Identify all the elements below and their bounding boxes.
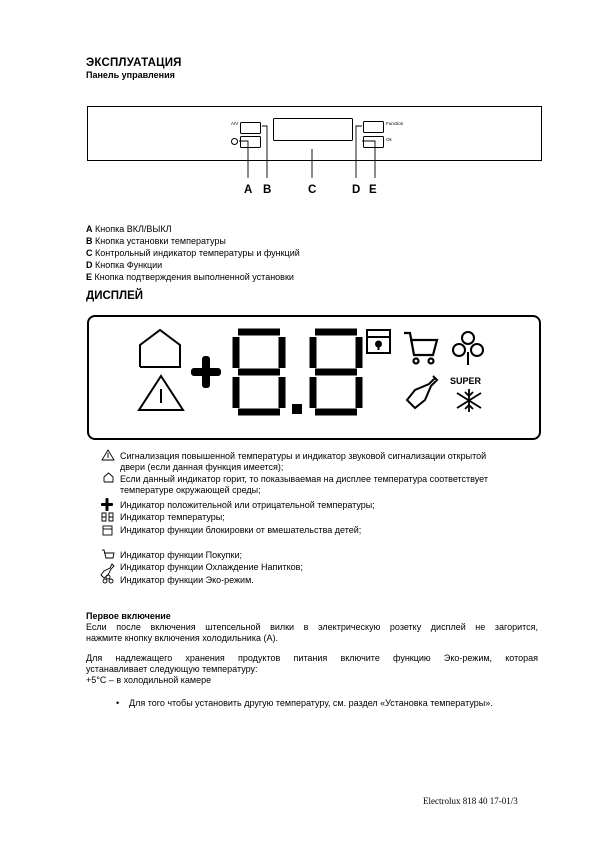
first-start-line: нажмите кнопку включения холодильника (А). bbox=[86, 633, 278, 643]
section-subtitle: Панель управления bbox=[86, 70, 175, 80]
indicator-text: Индикатор положительной или отрицательной температуры; bbox=[120, 500, 375, 510]
first-start-line: Если после включения штепсельной вилки в электрическую розетку дисплей не загорится, bbox=[86, 622, 538, 632]
page-footer: Electrolux 818 40 17-01/3 bbox=[423, 796, 518, 806]
storage-line: устанавливает следующую температуру: bbox=[86, 664, 258, 674]
indicator-text: Индикатор функции Эко-режим. bbox=[120, 575, 254, 585]
digits-icon bbox=[102, 513, 113, 521]
indicator-text: Индикатор температуры; bbox=[120, 512, 225, 522]
lock-icon bbox=[103, 526, 112, 535]
indicator-text: температуре окружающей среды; bbox=[120, 485, 261, 495]
legend-item: E Кнопка подтверждения выполненной установки bbox=[86, 272, 294, 282]
indicator-text: Индикатор функции блокировки от вмешательства детей; bbox=[120, 525, 362, 535]
legend-item: C Контрольный индикатор температуры и функций bbox=[86, 248, 300, 258]
callout-c: C bbox=[308, 184, 317, 196]
indicator-text: двери (если данная функция имеется); bbox=[120, 462, 284, 472]
callout-a: A bbox=[244, 184, 253, 196]
indicator-text: Индикатор функции Охлаждение Напитков; bbox=[120, 562, 303, 572]
cart-icon bbox=[102, 550, 114, 558]
storage-line: +5°C – в холодильной камере bbox=[86, 675, 212, 685]
storage-line: Для надлежащего хранения продуктов питания включите функцию Эко-режим, которая bbox=[86, 653, 538, 663]
av-label: A/V bbox=[231, 121, 239, 126]
plus-minus-icon bbox=[101, 498, 113, 511]
ok-label: Ok bbox=[386, 137, 392, 142]
house-icon bbox=[104, 473, 113, 482]
bullet-text: Для того чтобы установить другую температуру, см. раздел «Установка температуры». bbox=[129, 698, 493, 708]
bottle-icon bbox=[101, 564, 114, 578]
super-label: SUPER bbox=[450, 376, 482, 386]
legend-item: D Кнопка Функции bbox=[86, 260, 163, 270]
indicator-text: Сигнализация повышенной температуры и индикатор звуковой сигнализации открытой bbox=[120, 451, 487, 461]
indicator-text: Если данный индикатор горит, то показываемая на дисплее температура соответствует bbox=[120, 474, 488, 484]
callout-e: E bbox=[369, 184, 377, 196]
bullet-marker: • bbox=[116, 698, 120, 708]
first-start-title: Первое включение bbox=[86, 611, 171, 621]
function-label: Function bbox=[386, 121, 404, 126]
callout-d: D bbox=[352, 184, 361, 196]
section-title: ЭКСПЛУАТАЦИЯ bbox=[86, 57, 182, 69]
indicator-text: Индикатор функции Покупки; bbox=[120, 550, 242, 560]
callout-b: B bbox=[263, 184, 272, 196]
legend-item: B Кнопка установки температуры bbox=[86, 236, 226, 246]
eco-icon bbox=[106, 575, 110, 579]
display-title: ДИСПЛЕЙ bbox=[86, 290, 144, 302]
legend-item: A Кнопка ВКЛ/ВЫКЛ bbox=[86, 224, 172, 234]
